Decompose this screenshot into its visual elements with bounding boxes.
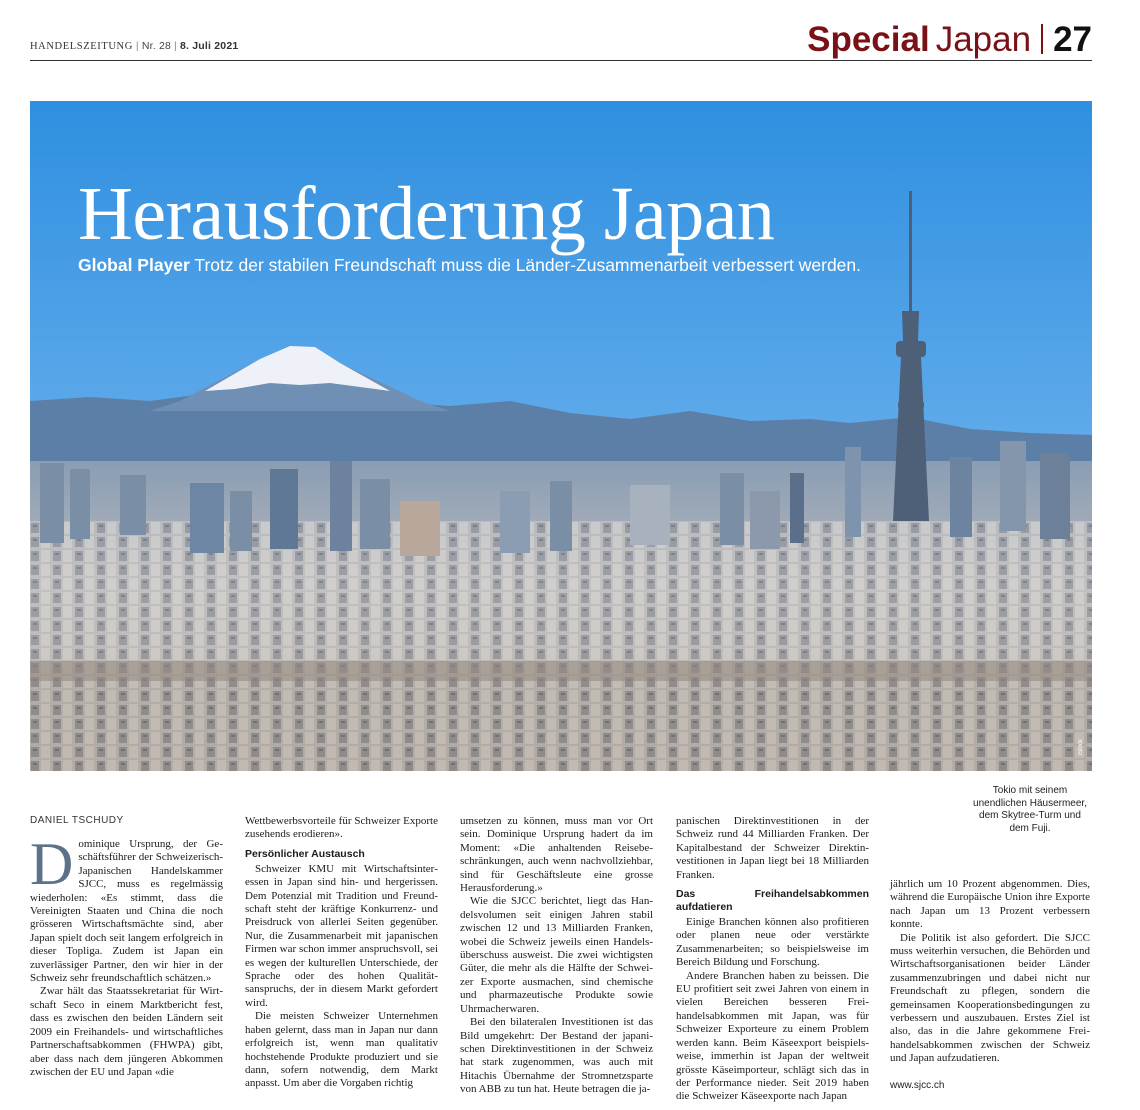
paragraph: Die meisten Schweizer Unternehmen haben gelernt, dass man in Japan nur dann erfolgreich ist, wenn man qualitativ hochstehende Produkte produziert und sie dann, sofern notwendig, dem Markt anpasst. Um aber die Vorgaben richtig (245, 1010, 438, 1090)
paragraph: Wie die SJCC berichtet, liegt das Handelsvolumen seit einigen Jahren stabil zwischen 12 und 13 Milliarden Franken, wobei die Schweiz jeweils einen Handelsüberschuss ausweist. Die zwei wichtigsten Güter, die mehr als die Hälfte der Schweizer Exporte ausmachen, sind chemische und pharmazeutische Produkte sowie Uhrmacherwaren. (460, 895, 653, 1015)
paragraph: Bei den bilateralen Investitionen ist das Bild umgekehrt: Der Bestand der japanischen Direktinvestitionen in der Schweiz hat stark zugenommen, was auch mit Hitachis Übernahme der Stromnetzsparte von ABB zu tun hat. Heute betragen die ja- (460, 1016, 653, 1096)
paragraph: ominique Ursprung, der Geschäftsführer der Schweizerisch-Japanischen Handelskammer SJCC, muss es regelmässig wiederholen: «Es stimmt, dass die Vereinigten Staaten und China die noch grösseren Wirtschaftsmächte sind, aber Japan spielt doch seit langem erfolgreich in dieser Topliga. Zudem ist Japan ein zuverlässiger Partner, den wir hier in der Schweiz sehr freundschaftlich schätzen.» (30, 838, 223, 985)
headline: Herausforderung Japan (78, 172, 775, 256)
subheading: Das Freihandelsabkommen aufdatieren (676, 888, 869, 914)
header-divider (1041, 24, 1043, 54)
special-label: Special (807, 20, 930, 59)
paragraph: Andere Branchen haben zu beissen. Die EU profitiert seit zwei Jahren von einem in vielen Bereichen besseren Freihandelsabkommen mit Japan, was für Schweizer Exporteure zu einem Problem werden kann. Beim Käseexport beispielsweise, immerhin ist Japan der weltweit grösste Käseimporteur, schlägt sich das in der Performance nieder. Seit 2019 haben die Schweizer Käseexporte nach Japan (676, 969, 869, 1103)
separator: | (135, 40, 139, 52)
kicker: Global Player (78, 255, 190, 275)
publication-name: HANDELSZEITUNG (30, 41, 133, 52)
paragraph: panischen Direktinvestitionen in der Schweiz rund 44 Milliarden Franken. Der Kapitalbestand der Schweizer Direktinvestitionen in Japan liegt bei 18 Milliarden Franken. (676, 815, 869, 881)
byline: DANIEL TSCHUDY (30, 815, 124, 826)
hero-image (30, 101, 1092, 771)
image-caption: Tokio mit seinem unendlichen Häusermeer, dem Skytree-Turm und dem Fuji. (973, 785, 1087, 834)
article-column-5 (890, 878, 1090, 1066)
paragraph: Schweizer KMU mit Wirtschaftsinteressen in Japan sind hin- und hergerissen. Dem Potenzial mit Tradition und Freundschaft steht der kräftige Konkurrenz- und Preisdruck von allerlei Seiten gegenüber. Nur, die Zusammenarbeit mit japanischen Firmen war schon immer anspruchsvoll, sei es wegen der kulturellen Unterschiede, der Sprache oder des hohen Qualitätsanspruchs, der in diesem Markt gefordert wird. (245, 862, 438, 1009)
paragraph: Die Politik ist also gefordert. Die SJCC muss weiterhin versuchen, die Behörden und Wirtschaftsorganisationen beider Länder zusammenzubringen und dabei nicht nur Freundschaft zu pflegen, sondern die gemeinsamen Kooperationsbedingungen zu verbessern und auszubauen. Erstes Ziel ist also, das in die Jahre gekommene Freihandelsabkommen zwischen der Schweiz und Japan aufzudatieren. (890, 931, 1090, 1065)
header-rule (30, 60, 1092, 61)
separator: | (174, 40, 177, 52)
subheadline-text: Trotz der stabilen Freundschaft muss die Länder-Zusammenarbeit verbessert werden. (194, 255, 862, 275)
publication-line (30, 40, 238, 52)
paragraph: Zwar hält das Staatssekretariat für Wirtschaft Seco in einem Marktbericht fest, dass es zwischen den beiden Ländern seit 2009 ein Freihandels- und wirtschaftliches Partnerschaftsabkommen (FHWPA) gibt, aber dass nach dem jüngeren Abkommen zwischen der EU und Japan «die (30, 985, 223, 1078)
section-label: Japan (935, 20, 1032, 59)
article-column-1 (30, 831, 223, 1079)
issue-number: Nr. 28 (141, 40, 172, 52)
article-column-4 (676, 815, 869, 1104)
masthead (30, 20, 1092, 60)
paragraph: Wettbewerbsvorteile für Schweizer Exporte zusehends erodieren». (245, 815, 438, 841)
paragraph: jährlich um 10 Prozent abgenommen. Dies, während die Europäische Union ihre Exporte nach Japan um 13 Prozent verbessern konnte. (890, 878, 1090, 931)
article-column-2 (245, 815, 438, 1091)
article-column-3 (460, 815, 653, 1097)
issue-date: 8. Juli 2021 (179, 40, 239, 52)
paragraph: umsetzen zu können, muss man vor Ort sein. Dominique Ursprung hadert da im Moment: «Die anhaltenden Reisebeschränkungen, auch wenn nachvollziehbar, sind für Geschäftsleute eine grosse Herausforderung.» (460, 815, 653, 895)
drop-cap: D (30, 831, 74, 897)
foreground-texture (30, 681, 1092, 771)
photo-credit: iStock (1078, 738, 1084, 755)
subheading: Persönlicher Austausch (245, 847, 365, 860)
source-link[interactable]: www.sjcc.ch (890, 1080, 945, 1091)
page-number: 27 (1053, 20, 1092, 59)
subheadline (78, 255, 861, 276)
paragraph: Einige Branchen können also profitieren oder planen neue oder verstärkte Zusammenarbeiten; so beispielsweise im Bereich Bildung und Forschung. (676, 916, 869, 969)
section-header (807, 20, 1092, 60)
